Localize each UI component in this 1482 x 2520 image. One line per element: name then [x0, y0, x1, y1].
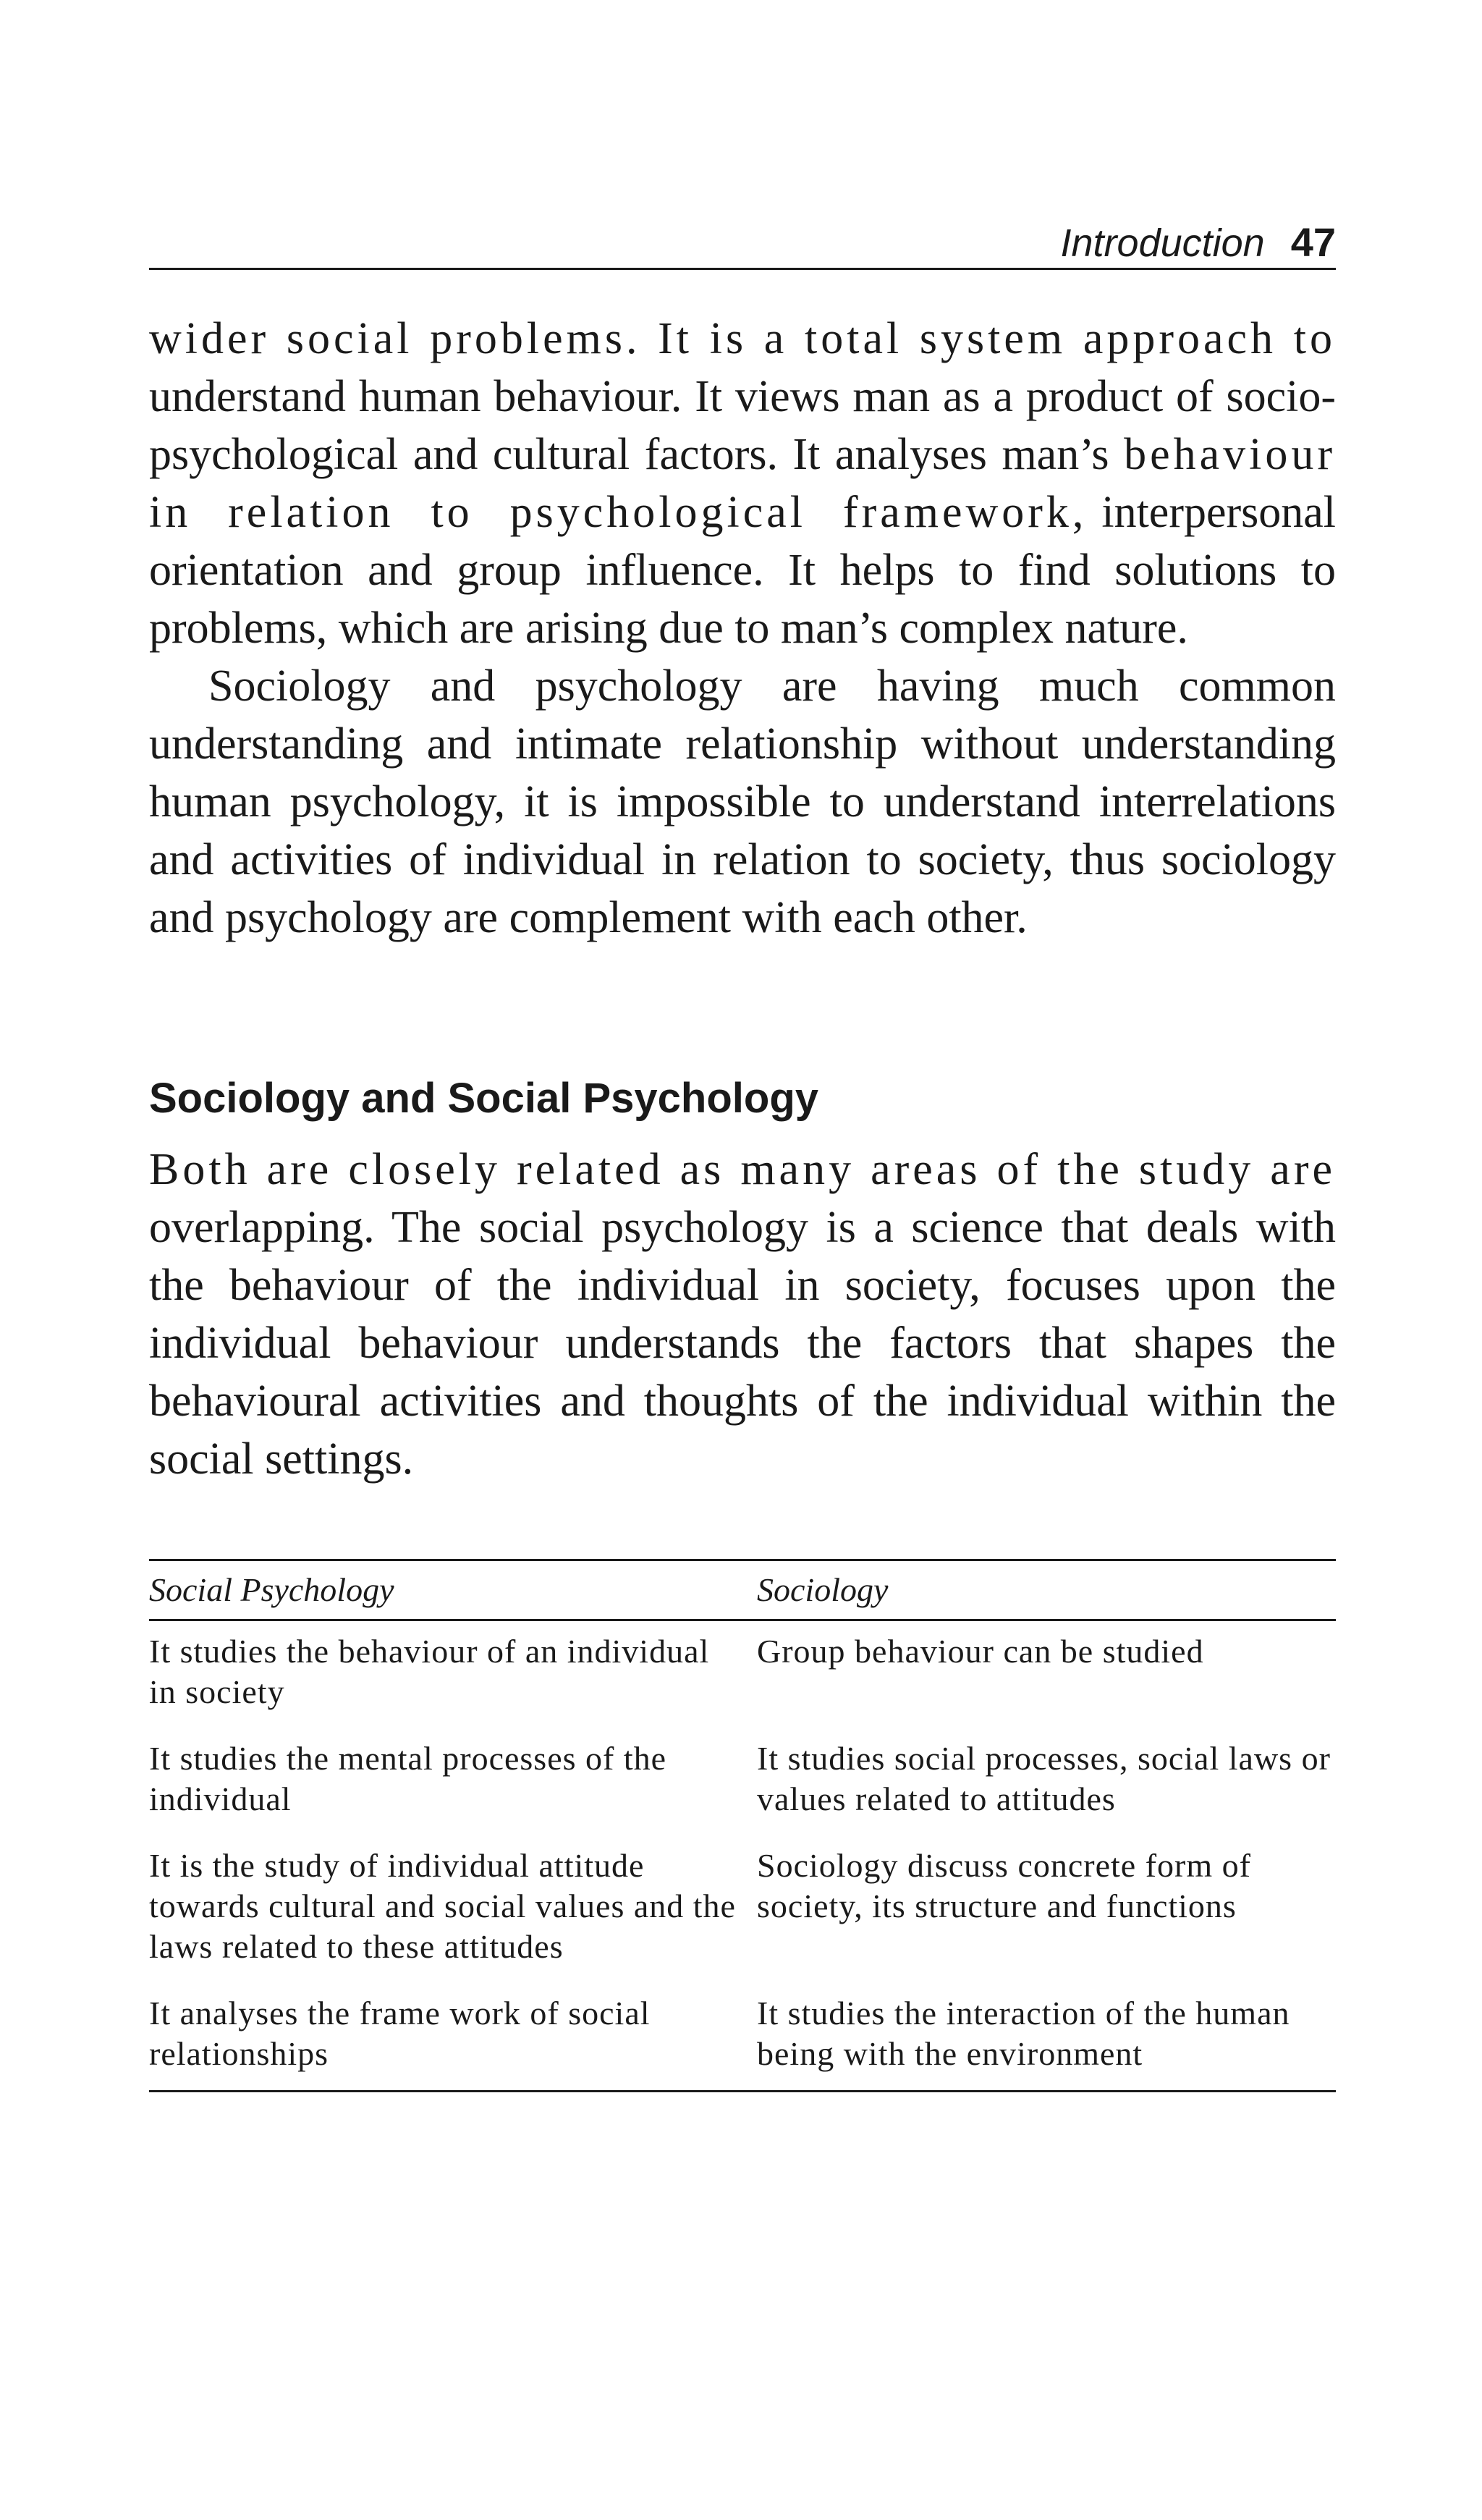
table-cell: It studies social processes, social laws or values related to attitudes	[757, 1740, 1331, 1817]
table-row	[149, 1835, 1336, 1983]
paragraph-1	[149, 310, 1336, 657]
running-head	[149, 217, 1336, 270]
body-text	[149, 310, 1336, 947]
paragraph-1-line-1: wider social problems. It is a total system approach to	[149, 314, 1336, 363]
table-cell: It studies the interaction of the human being with the environment	[757, 1995, 1290, 2072]
header-social-psychology: Social Psychology	[149, 1560, 757, 1620]
table-cell: Sociology discuss concrete form of society, its structure and functions	[757, 1847, 1251, 1924]
table-row	[149, 1728, 1336, 1835]
header-sociology: Sociology	[757, 1560, 1336, 1620]
table-header-row	[149, 1560, 1336, 1620]
table-cell: It studies the mental processes of the individual	[149, 1740, 667, 1817]
section-paragraph	[149, 1141, 1336, 1488]
running-head-section: Introduction	[1060, 221, 1265, 265]
paragraph-2: Sociology and psychology are having much common understanding and intimate relationship without understanding human psychology, it is impossible to understand interrelations and activities of individual in relation to society, thus sociology and psychology are complement with each other.	[149, 661, 1336, 942]
comparison-table	[149, 1559, 1336, 2092]
table-row	[149, 1983, 1336, 2092]
section-body	[149, 1141, 1336, 1488]
table-cell: It analyses the frame work of social relationships	[149, 1995, 651, 2072]
table-cell: It is the study of individual attitude towards cultural and social values and the laws related to these attitudes	[149, 1847, 736, 1965]
page-number: 47	[1290, 219, 1336, 265]
table-cell: Group behaviour can be studied	[757, 1633, 1204, 1670]
section-paragraph-rest: overlapping. The social psychology is a science that deals with the behaviour of the individual in society, focuses upon the individual behaviour understands the factors that shapes the behavioural activities and thoughts of the individual within the social settings.	[149, 1203, 1336, 1484]
table-cell: It studies the behaviour of an individual in society	[149, 1633, 710, 1710]
paragraph-1-part-2: understand human behaviour. It views man as a product of socio-psychological and cultural factors. It analyses man’s	[149, 372, 1336, 479]
paragraph-1-part-3: interpersonal orientation and group influence. It helps to find solutions to problems, which are arising due to man’s complex nature.	[149, 488, 1336, 653]
paragraph-1-line-4: behaviour in relation to psychological framework,	[149, 430, 1337, 537]
table-row	[149, 1620, 1336, 1729]
section-paragraph-line-1: Both are closely related as many areas of the study are	[149, 1145, 1336, 1194]
section-heading: Sociology and Social Psychology	[149, 1075, 818, 1122]
